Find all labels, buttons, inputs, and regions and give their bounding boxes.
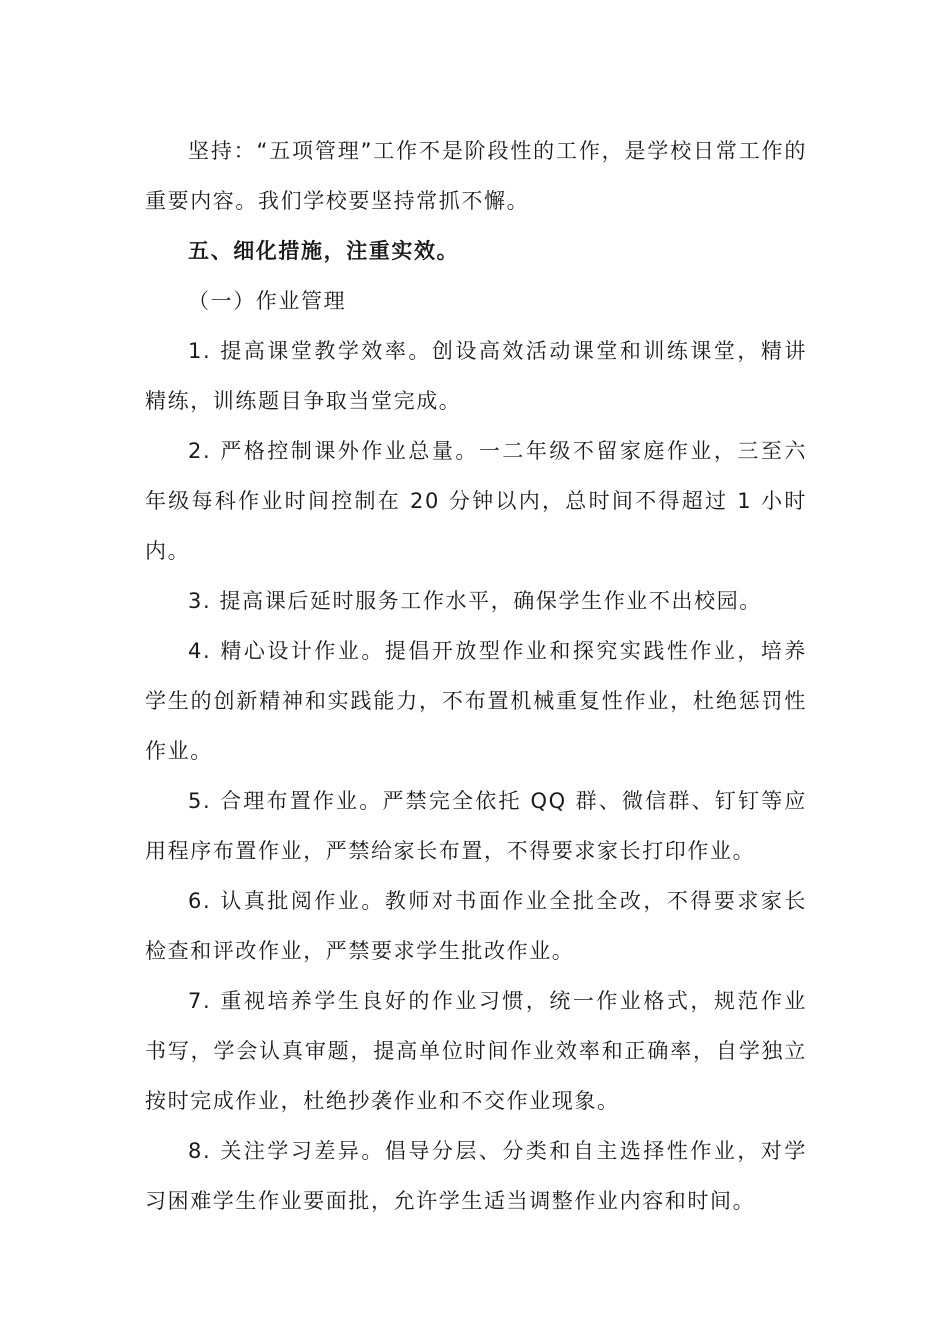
list-item-2: 2. 严格控制课外作业总量。一二年级不留家庭作业，三至六年级每科作业时间控制在 20 分钟以内，总时间不得超过 1 小时内。 <box>145 439 807 563</box>
list-item-3: 3. 提高课后延时服务工作水平，确保学生作业不出校园。 <box>188 589 762 613</box>
document-body <box>145 126 807 1226</box>
list-item-7: 7. 重视培养学生良好的作业习惯，统一作业格式，规范作业书写，学会认真审题，提高单位时间作业效率和正确率，自学独立按时完成作业，杜绝抄袭作业和不交作业现象。 <box>145 989 807 1113</box>
paragraph-persistence: 坚持：“五项管理”工作不是阶段性的工作，是学校日常工作的重要内容。我们学校要坚持常抓不懈。 <box>145 139 807 213</box>
list-item-5: 5. 合理布置作业。严禁完全依托 QQ 群、微信群、钉钉等应用程序布置作业，严禁给家长布置，不得要求家长打印作业。 <box>145 789 807 863</box>
section-heading-five: 五、细化措施，注重实效。 <box>188 239 460 263</box>
subsection-heading-homework: （一）作业管理 <box>188 289 347 313</box>
list-item-6: 6. 认真批阅作业。教师对书面作业全批全改，不得要求家长检查和评改作业，严禁要求学生批改作业。 <box>145 889 807 963</box>
list-item-4: 4. 精心设计作业。提倡开放型作业和探究实践性作业，培养学生的创新精神和实践能力，不布置机械重复性作业，杜绝惩罚性作业。 <box>145 639 807 763</box>
list-item-1: 1. 提高课堂教学效率。创设高效活动课堂和训练课堂，精讲精练，训练题目争取当堂完成。 <box>145 339 807 413</box>
list-item-8: 8. 关注学习差异。倡导分层、分类和自主选择性作业，对学习困难学生作业要面批，允许学生适当调整作业内容和时间。 <box>145 1139 807 1213</box>
